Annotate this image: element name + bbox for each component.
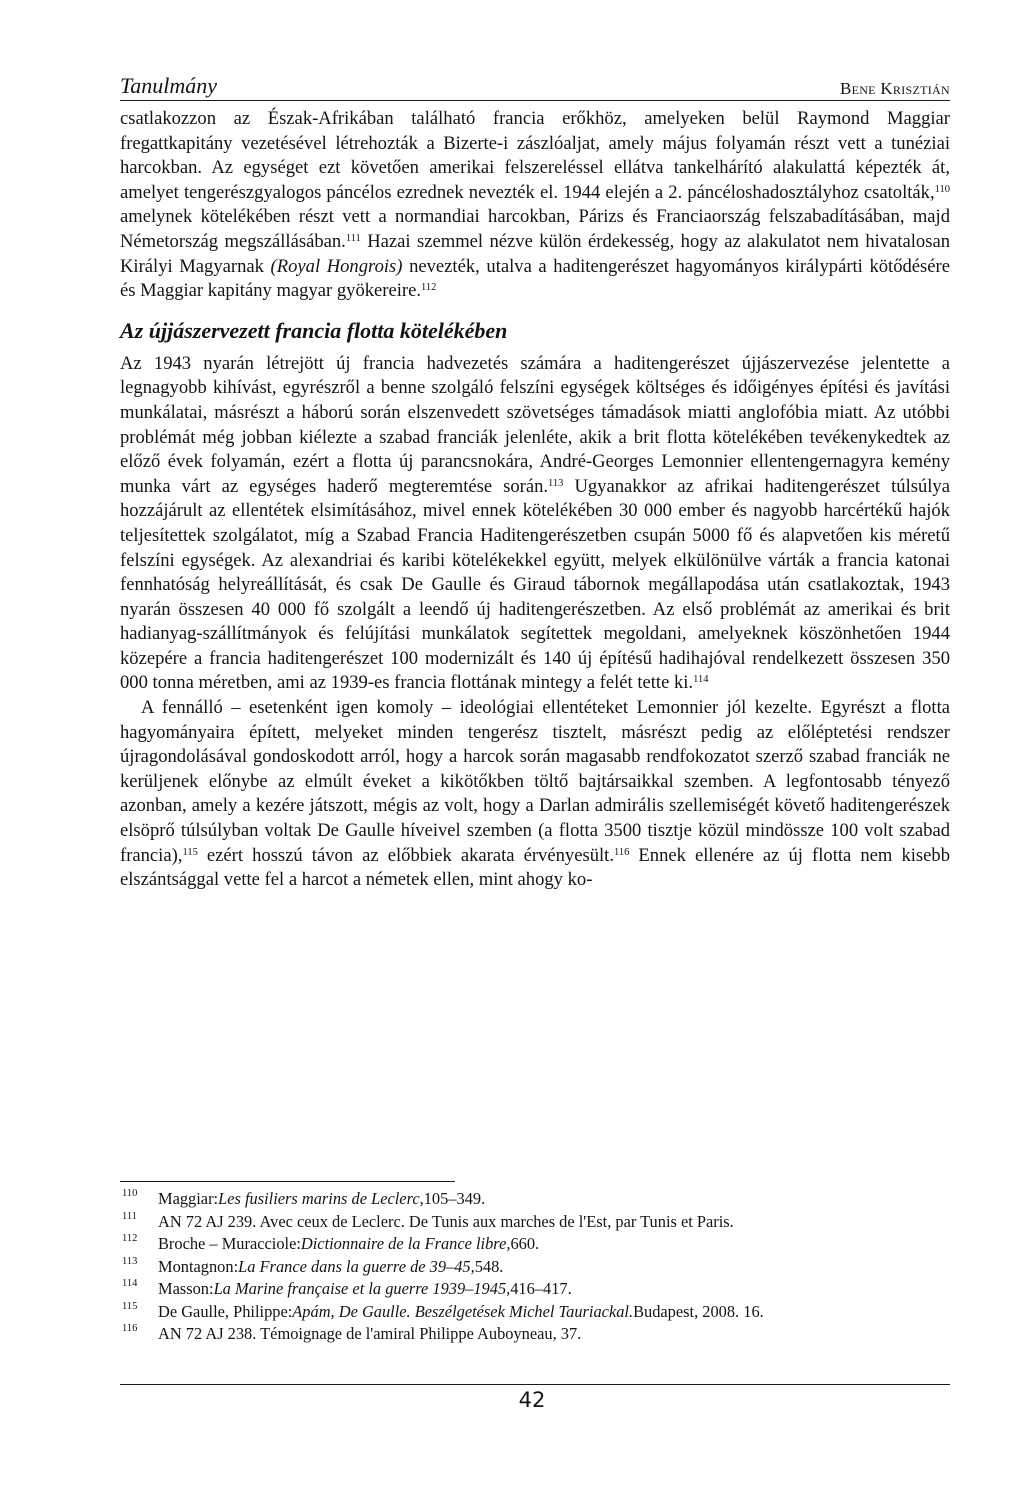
page-number: 42 [518, 1388, 546, 1412]
paragraph: A fennálló – esetenként igen komoly – ideológiai ellentéteket Lemonnier jól kezelte. Egyrészt a flotta hagyományaira épített, melyeket minden tengerész tisztelt, másrészt pedig az előléptetési rendszer újragondolásával gondoskodott arról, hogy a harcok során magasabb rendfokozatot szerző szabad franciák ne kerüljenek előnybe az elmúlt éveket a kikötőkben töltő bajtársaikkal szemben. A legfontosabb tényező azonban, amely a kezére játszott, mégis az volt, hogy a Darlan admirális szellemiségét követő haditengerészek elsöprő túlsúlyban voltak De Gaulle híveivel szemben (a flotta 3500 tisztje közül mindössze 100 volt szabad francia),$^{115}$ ezért hosszú távon az előbbiek akarata érvényesült.$^{116}$ Ennek ellenére az új flotta nem kisebb elszántsággal vette fel a harcot a németek ellen, mint ahogy ko- [120, 697, 950, 891]
footnote: 112 Broche – Muracciole: Dictionnaire de la France libre, 660. [122, 1233, 540, 1253]
footnote: 115 De Gaulle, Philippe: Apám, De Gaulle. Beszélgetések Michel Tauriackal. Budapest, 2008. 16. [122, 1300, 764, 1321]
footnote: 114 Masson: La Marine française et la guerre 1939–1945, 416–417. [122, 1278, 572, 1298]
footnotes-list [120, 1188, 950, 1346]
footnote: 111 AN 72 AJ 239. Avec ceux de Leclerc. De Tunis aux marches de l'Est, par Tunis et Paris. [122, 1210, 734, 1231]
section-label: Tanulmány [120, 73, 217, 98]
footnote: 113 Montagnon: La France dans la guerre de 39–45, 548. [122, 1255, 504, 1276]
footnote-ref[interactable]: 112 [421, 282, 437, 294]
footnote: 116 AN 72 AJ 238. Témoignage de l'amiral Philippe Auboyneau, 37. [122, 1323, 582, 1343]
footnote-ref[interactable]: 110 [934, 183, 950, 195]
paragraph: csatlakozzon az Észak-Afrikában található francia erőkhöz, amelyeken belül Raymond Maggiar fregattkapitány vezetésével létrehozták a Bizerte-i zászlóaljat, amely május folyamán részt vett a tunéziai harcokban. Az egységet ezt követően amerikai felszereléssel ellátva tankelhárító alakulattá képezték át, amelyet tengerészgyalogos páncélos ezrednek nevezték el. 1944 elején a 2. páncéloshadosztályhoz csatolták,$^{110}$ amelynek kötelékében részt vett a normandiai harcokban, Párizs és Franciaország felszabadításában, majd Németország megszállásában.$^{111}$ Hazai szemmel nézve külön érdekesség, hogy az alakulatot nem hivatalosan Királyi Magyarnak (Royal Hongrois) nevezték, utalva a haditengerészet hagyományos királypárti kötődésére és Maggiar kapitány magyar gyökereire.$^{112}$ [120, 108, 950, 302]
footnote-ref[interactable]: 115 [182, 846, 198, 858]
footnote-ref[interactable]: 116 [613, 846, 630, 858]
section-heading: Az újjászervezett francia flotta kötelékében [120, 317, 508, 343]
running-head [120, 73, 950, 101]
footnote-ref[interactable]: 114 [693, 674, 709, 686]
paragraph: Az 1943 nyarán létrejött új francia hadvezetés számára a haditengerészet újjászervezése jelentette a legnagyobb kihívást, egyrészről a benne szolgáló felszíni egységek költséges és időigényes építési és javítási munkálatai, másrészt a háború során elszenvedett szövetséges támadások miatti anglofóbia miatt. Az utóbbi problémát még jobban kiélezte a szabad franciák jelenléte, akik a brit flotta kötelékében tevékenykedtek az előző évek folyamán, ezért a flotta új parancsnokára, André-Georges Lemonnier ellentengernagyra kemény munka várt az egységes haderő megteremtése során.$^{113}$ Ugyanakkor az afrikai haditengerészet túlsúlya hozzájárult az ellentétek elsimításához, mivel ennek kötelékében 30 000 ember és nagyobb harcértékű hajók teljesítettek szolgálatot, míg a Szabad Francia Haditengerészetben csupán 5000 fő és alapvetően kis méretű felszíni egységek. Az alexandriai és karibi kötelékekkel együtt, melyek elkülönülve várták a francia katonai fennhatóság helyreállítását, és csak De Gaulle és Giraud tábornok megállapodása után csatlakoztak, 1943 nyarán összesen 40 000 fő szolgált a leendő új haditengerészetben. Az első problémát az amerikai és brit hadianyag-szállítmányok és felújítási munkálatok segítettek megoldani, amelyeknek köszönhetően 1944 közepére a francia haditengerészet 100 modernizált és 140 új építésű hadihajóval rendelkezett összesen 350 000 tonna méretben, ami az 1939-es francia flottának mintegy a felét tette ki.$^{114}$ [120, 352, 950, 694]
footnote-separator [120, 1181, 455, 1182]
footnote-ref[interactable]: 113 [548, 477, 564, 489]
footnote: 110 Maggiar: Les fusiliers marins de Leclerc, 105–349. [122, 1188, 486, 1208]
footnote-ref[interactable]: 111 [345, 232, 361, 244]
page-content [120, 73, 950, 893]
bottom-rule [120, 1384, 950, 1385]
author-name: Bene Krisztián [839, 79, 950, 98]
